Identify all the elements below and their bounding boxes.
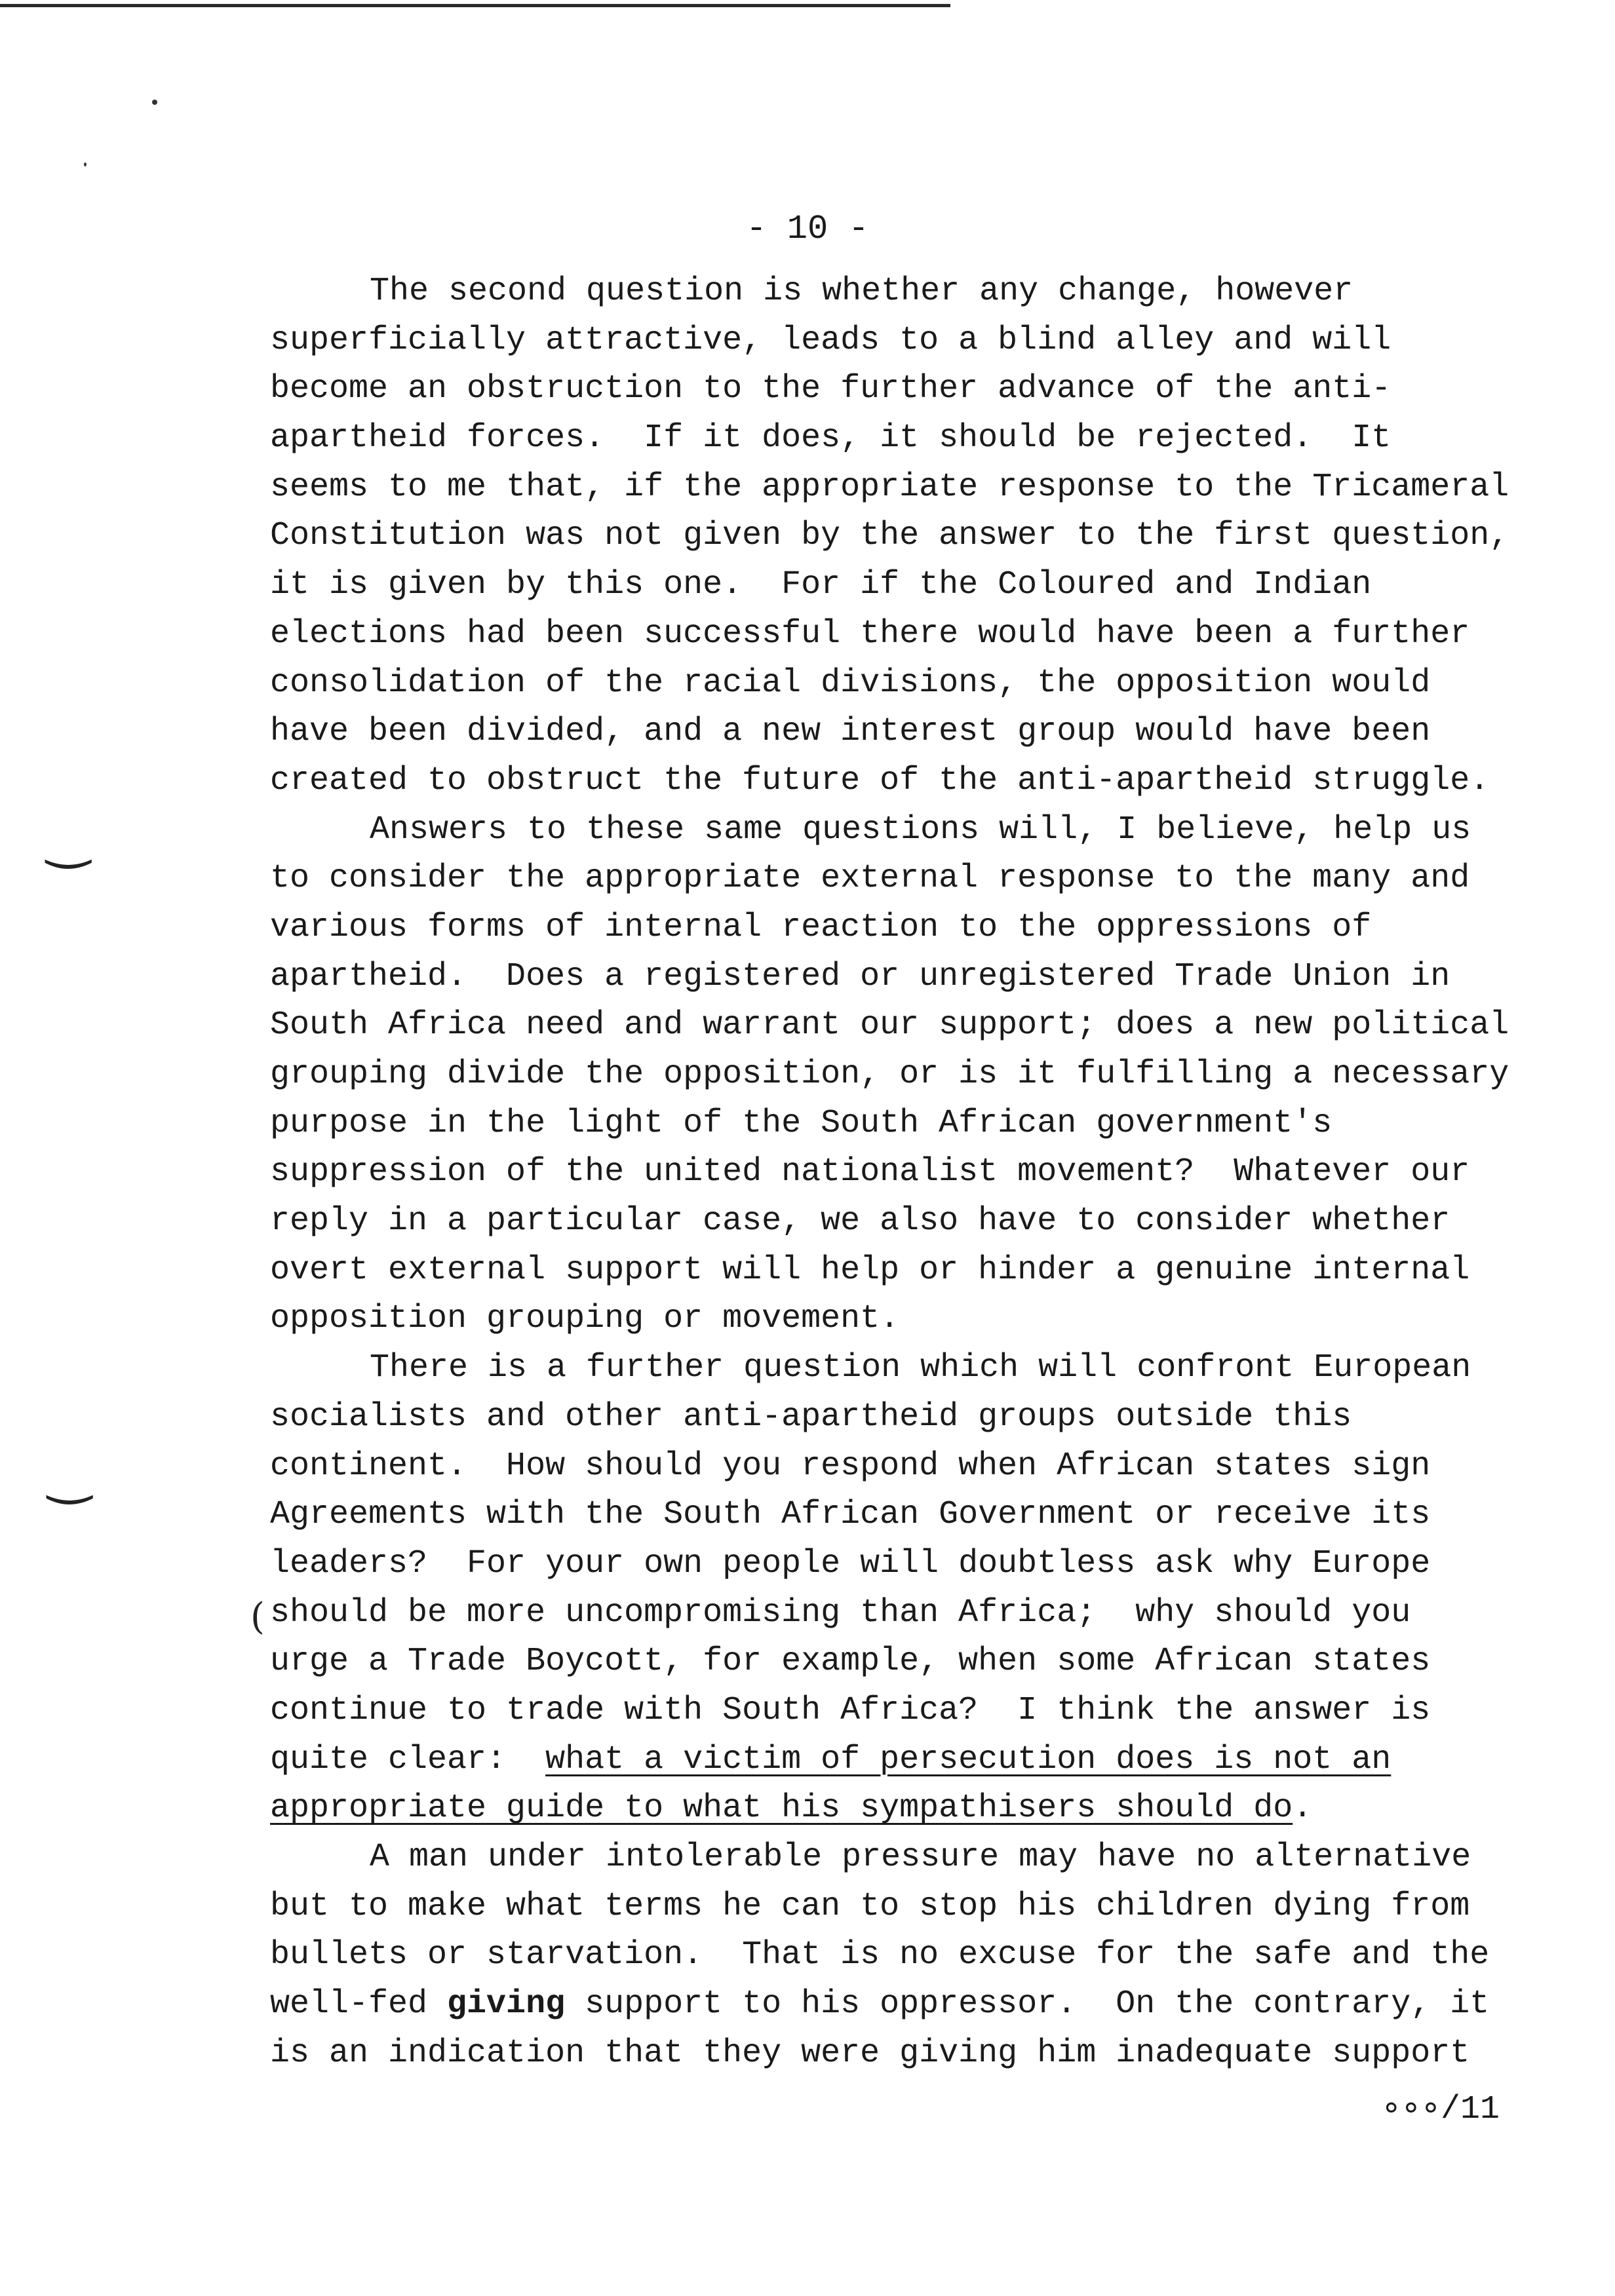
text-line	[270, 2029, 1555, 2078]
line-text: purpose in the light of the South African government's	[270, 1104, 1333, 1142]
line-text: but to make what terms he can to stop his children dying from	[270, 1887, 1470, 1925]
underlined-text: appropriate guide to what his sympathisers should do	[270, 1789, 1293, 1827]
text-line	[270, 1393, 1555, 1442]
line-text: socialists and other anti-apartheid groups outside this	[270, 1398, 1352, 1436]
text-line	[270, 659, 1555, 708]
line-text: apartheid. Does a registered or unregistered Trade Union in	[270, 957, 1450, 995]
page-number: - 10 -	[746, 210, 869, 248]
line-text: become an obstruction to the further advance of the anti-	[270, 370, 1391, 408]
paragraph	[270, 1833, 1555, 2078]
line-text: to consider the appropriate external response to the many and	[270, 860, 1470, 898]
scan-edge-rule	[0, 4, 950, 7]
text-line	[270, 1784, 1555, 1833]
text-line	[270, 1980, 1555, 2029]
text-line	[270, 365, 1555, 414]
text-line	[270, 1442, 1555, 1491]
continuation-marker: ∘∘∘/11	[1381, 2091, 1500, 2128]
text-line	[270, 757, 1555, 806]
text-line	[270, 1833, 1555, 1883]
paragraph	[270, 1344, 1555, 1833]
text-line	[270, 1687, 1555, 1736]
text-line	[270, 316, 1555, 366]
scan-speck	[152, 100, 157, 105]
line-text: leaders? For your own people will doubtless ask why Europe	[270, 1544, 1431, 1582]
line-text: is an indication that they were giving him inadequate support	[270, 2034, 1470, 2072]
line-text: consolidation of the racial divisions, the opposition would	[270, 664, 1431, 702]
paragraph	[270, 267, 1555, 806]
text-line	[270, 512, 1555, 561]
text-line	[270, 806, 1555, 855]
line-text: apartheid forces. If it does, it should be rejected. It	[270, 419, 1391, 457]
text-line	[270, 1050, 1555, 1100]
line-text: overt external support will help or hinder a genuine internal	[270, 1251, 1470, 1289]
text-line	[270, 610, 1555, 659]
line-text: well-fed	[270, 1985, 448, 2023]
margin-mark: ‿	[49, 1444, 91, 1504]
text-line	[270, 1100, 1555, 1149]
line-text: A man under intolerable pressure may have no alternative	[370, 1839, 1471, 1876]
line-text: continue to trade with South Africa? I think the answer is	[270, 1691, 1431, 1729]
text-line	[270, 1637, 1555, 1687]
margin-mark: ‿	[47, 808, 90, 869]
line-text: .	[1293, 1789, 1313, 1827]
text-line	[270, 1148, 1555, 1197]
text-line	[270, 708, 1555, 757]
line-text: quite clear:	[270, 1740, 546, 1778]
body-text	[270, 267, 1555, 2078]
line-text: elections had been successful there would have been a further	[270, 615, 1470, 653]
text-line	[270, 1589, 1555, 1638]
line-text: urge a Trade Boycott, for example, when some African states	[270, 1643, 1431, 1681]
line-text: continent. How should you respond when African states sign	[270, 1447, 1431, 1485]
line-text: suppression of the united nationalist movement? Whatever our	[270, 1153, 1470, 1191]
line-text: bullets or starvation. That is no excuse for the safe and the	[270, 1936, 1490, 1974]
line-text: Agreements with the South African Government or receive its	[270, 1496, 1431, 1534]
scan-speck	[84, 163, 87, 166]
line-text: should be more uncompromising than Africa; why should you	[270, 1594, 1411, 1632]
text-line	[270, 414, 1555, 463]
line-text: South Africa need and warrant our support; does a new political	[270, 1006, 1509, 1044]
line-text: support to his oppressor. On the contrary, it	[565, 1985, 1490, 2023]
line-text: various forms of internal reaction to the oppressions of	[270, 908, 1372, 946]
bold-text: giving	[447, 1985, 566, 2023]
underlined-text: what a victim of persecution does is not an	[545, 1740, 1391, 1778]
line-text: grouping divide the opposition, or is it fulfilling a necessary	[270, 1056, 1509, 1093]
text-line	[270, 1001, 1555, 1050]
paragraph	[270, 806, 1555, 1345]
line-text: have been divided, and a new interest group would have been	[270, 713, 1431, 751]
line-text: it is given by this one. For if the Coloured and Indian	[270, 566, 1372, 604]
text-line	[270, 904, 1555, 953]
margin-mark: (	[250, 1596, 265, 1638]
line-text: reply in a particular case, we also have to consider whether	[270, 1202, 1450, 1240]
text-line	[270, 1491, 1555, 1540]
text-line	[270, 1931, 1555, 1980]
text-line	[270, 1246, 1555, 1295]
text-line	[270, 953, 1555, 1002]
text-line	[270, 854, 1555, 904]
line-text: The second question is whether any change, however	[370, 273, 1353, 310]
line-text: There is a further question which will confront European	[370, 1349, 1471, 1387]
line-text: opposition grouping or movement.	[270, 1300, 900, 1338]
text-line	[270, 463, 1555, 512]
text-line	[270, 1197, 1555, 1246]
line-text: seems to me that, if the appropriate response to the Tricameral	[270, 468, 1509, 506]
text-line	[270, 1736, 1555, 1785]
text-line	[270, 267, 1555, 316]
text-line	[270, 1540, 1555, 1589]
text-line	[270, 1344, 1555, 1393]
text-line	[270, 1883, 1555, 1932]
text-line	[270, 1295, 1555, 1344]
line-text: Answers to these same questions will, I believe, help us	[370, 811, 1471, 849]
line-text: superficially attractive, leads to a blind alley and will	[270, 321, 1391, 359]
line-text: created to obstruct the future of the anti-apartheid struggle.	[270, 761, 1490, 799]
text-line	[270, 561, 1555, 610]
line-text: Constitution was not given by the answer to the first question,	[270, 517, 1509, 555]
